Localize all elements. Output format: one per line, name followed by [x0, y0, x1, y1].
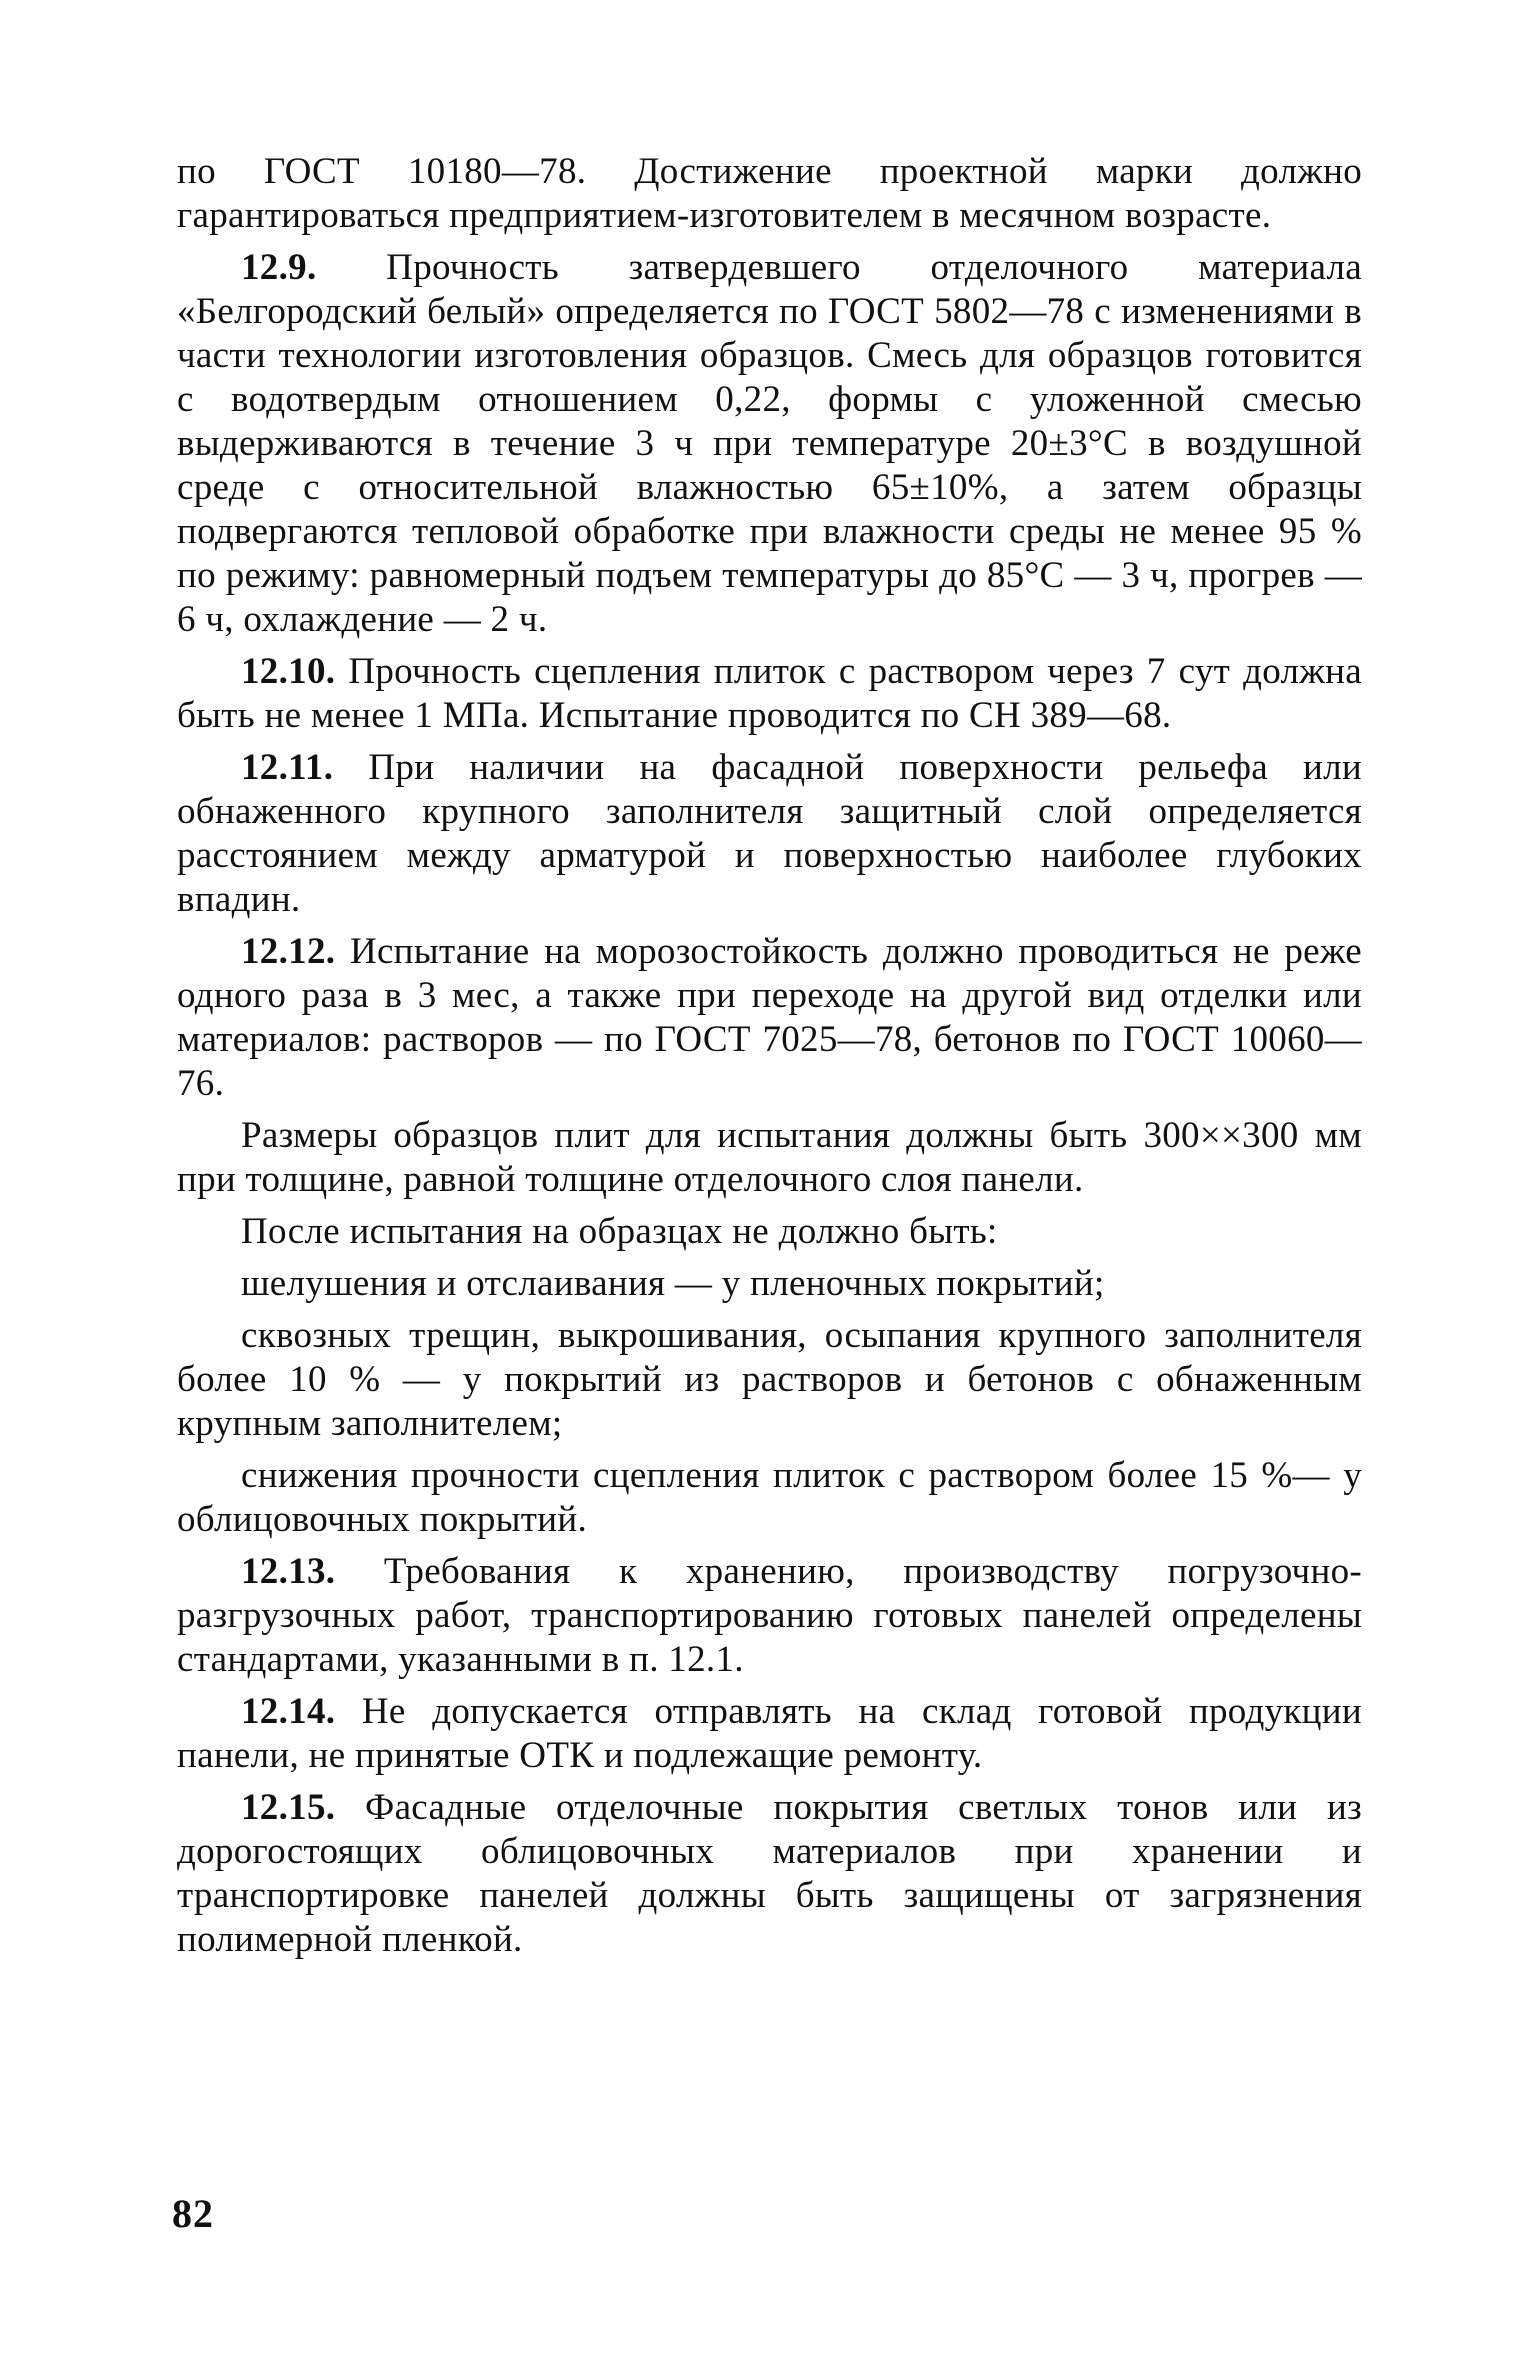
- body-text: [177, 150, 1362, 1970]
- paragraph-12-12: [177, 930, 1362, 1106]
- paragraph-text: Испытание на морозостойкость должно проводиться не реже одного раза в 3 мес, а также при переходе на другой вид отделки или материалов: растворов — по ГОСТ 7025—78, бетонов по ГОСТ 10060—76.: [177, 931, 1362, 1104]
- clause-number: 12.14.: [241, 1691, 336, 1732]
- paragraph-text: При наличии на фасадной поверхности рельефа или обнаженного крупного заполнителя защитный слой определяется расстоянием между арматурой и поверхностью наиболее глубоких впадин.: [177, 747, 1362, 920]
- clause-number: 12.15.: [241, 1787, 336, 1828]
- paragraph-after-test: [177, 1210, 1362, 1254]
- paragraph-text: Размеры образцов плит для испытания должны быть 300××300 мм при толщине, равной толщине отделочного слоя панели.: [177, 1115, 1362, 1200]
- paragraph-12-13: [177, 1550, 1362, 1682]
- paragraph-continuation: [177, 150, 1362, 238]
- paragraph-text: Требования к хранению, производству погрузочно-разгрузочных работ, транспортированию готовых панелей определены стандартами, указанными в п. 12.1.: [177, 1551, 1362, 1680]
- paragraph-12-14: [177, 1690, 1362, 1778]
- clause-number: 12.10.: [241, 651, 336, 692]
- paragraph-12-9: [177, 246, 1362, 642]
- clause-number: 12.9.: [241, 247, 317, 288]
- paragraph-text: Не допускается отправлять на склад готовой продукции панели, не принятые ОТК и подлежащие ремонту.: [177, 1691, 1362, 1776]
- paragraph-list-item: [177, 1454, 1362, 1542]
- paragraph-text: После испытания на образцах не должно быть:: [241, 1211, 998, 1252]
- page-number: 82: [172, 2191, 214, 2236]
- paragraph-12-11: [177, 746, 1362, 922]
- paragraph-text: по ГОСТ 10180—78. Достижение проектной марки должно гарантироваться предприятием-изготовителем в месячном возрасте.: [177, 151, 1362, 236]
- paragraph-sample-size: [177, 1114, 1362, 1202]
- paragraph-text: снижения прочности сцепления плиток с раствором более 15 %— у облицовочных покрытий.: [177, 1455, 1362, 1540]
- clause-number: 12.13.: [241, 1551, 336, 1592]
- paragraph-list-item: [177, 1314, 1362, 1446]
- paragraph-text: Прочность затвердевшего отделочного материала «Белгородский белый» определяется по ГОСТ 5802—78 с изменениями в части технологии изготовления образцов. Смесь для образцов готовится с водотвердым отношением 0,22, формы с уложенной смесью выдерживаются в течение 3 ч при температуре 20±3°С в воздушной среде с относительной влажностью 65±10%, а затем образцы подвергаются тепловой обработке при влажности среды не менее 95 % по режиму: равномерный подъем температуры до 85°С — 3 ч, прогрев — 6 ч, охлаждение — 2 ч.: [177, 247, 1362, 640]
- paragraph-12-15: [177, 1786, 1362, 1962]
- clause-number: 12.11.: [241, 747, 334, 788]
- paragraph-text: сквозных трещин, выкрошивания, осыпания крупного заполнителя более 10 % — у покрытий из растворов и бетонов с обнаженным крупным заполнителем;: [177, 1315, 1362, 1444]
- paragraph-text: Прочность сцепления плиток с раствором через 7 сут должна быть не менее 1 МПа. Испытание проводится по СН 389—68.: [177, 651, 1362, 736]
- paragraph-text: Фасадные отделочные покрытия светлых тонов или из дорогостоящих облицовочных материалов при хранении и транспортировке панелей должны быть защищены от загрязнения полимерной пленкой.: [177, 1787, 1362, 1960]
- paragraph-12-10: [177, 650, 1362, 738]
- clause-number: 12.12.: [241, 931, 336, 972]
- paragraph-text: шелушения и отслаивания — у пленочных покрытий;: [241, 1263, 1105, 1304]
- paragraph-list-item: [177, 1262, 1362, 1306]
